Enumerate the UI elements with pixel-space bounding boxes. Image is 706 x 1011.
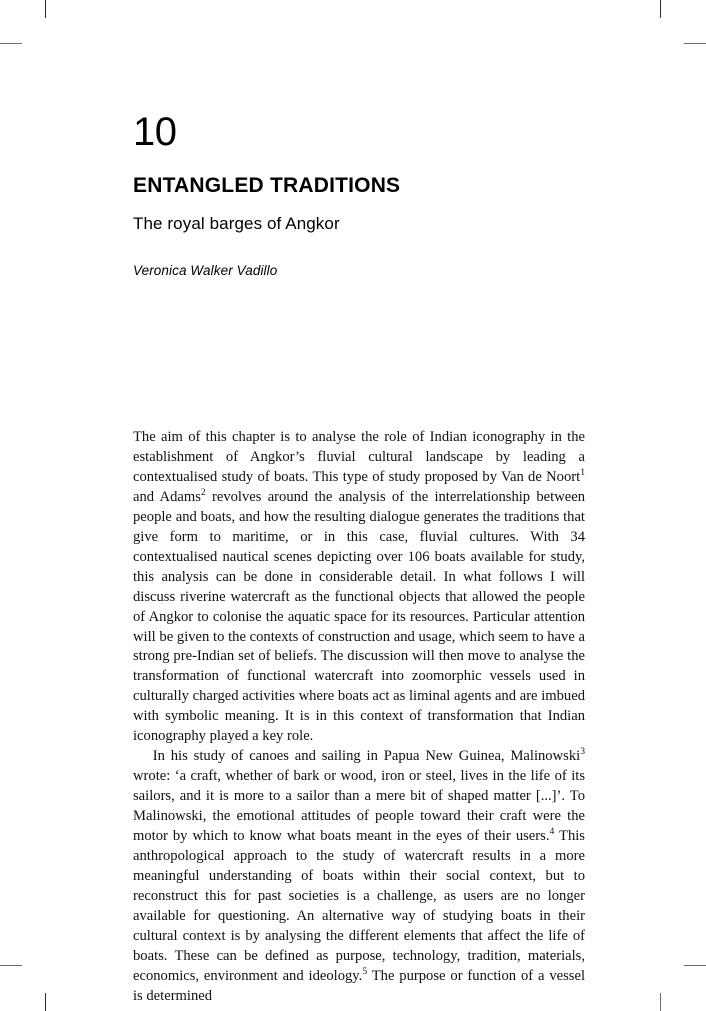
crop-mark-top-right-vertical [660,0,661,18]
chapter-subtitle: The royal barges of Angkor [133,214,340,234]
paragraph-2 [133,747,585,1006]
paragraph-2-text-part-3: This anthropological approach to the study of watercraft results in a more meaningful understanding of boats within their social context, but to reconstruct this for past societies is a challenge, as users are no longer available for questioning. An alternative way of studying boats in their cultural context is by analysing the different elements that affect the life of boats. These can be defined as purpose, technology, tradition, materials, economics, environment and ideology. [133,828,585,984]
chapter-title: ENTANGLED TRADITIONS [133,174,401,197]
paragraph-1-text-part-1: The aim of this chapter is to analyse the role of Indian iconography in the establishment of Angkor’s fluvial cultural landscape by leading a contextualised study of boats. This type of study proposed by Van de Noort [133,429,585,485]
footnote-marker-2: 2 [200,487,206,498]
chapter-heading-block [133,112,585,280]
paragraph-1-text-part-3: revolves around the analysis of the interrelationship between people and boats, and how the resulting dialogue generates the traditions that give form to maritime, or in this case, fluvial cultures. With 34 contextualised nautical scenes depicting over 106 boats available for study, this analysis can be done in considerable detail. In what follows I will discuss riverine watercraft as the functional objects that allowed the people of Angkor to colonise the aquatic space for its resources. Particular attention will be given to the contexts of construction and usage, which seem to have a strong pre-Indian set of beliefs. The discussion will then move to analyse the transformation of functional watercraft into zoomorphic vessels used in culturally charged activities where boats act as liminal agents and are imbued with symbolic meaning. It is in this context of transformation that Indian iconography played a key role. [133,488,585,745]
crop-mark-top-left-vertical [45,0,46,18]
crop-mark-bottom-left-vertical [45,993,46,1011]
footnote-marker-5: 5 [362,965,368,977]
crop-mark-top-left-horizontal [0,43,22,44]
footnote-marker-4: 4 [549,826,555,838]
body-copy [133,428,585,1007]
paragraph-2-text-part-1: In his study of canoes and sailing in Papua New Guinea, Malinowski [152,748,581,765]
crop-mark-top-right-horizontal [684,43,706,44]
paragraph-1-text-part-2: and Adams [133,488,201,505]
crop-mark-bottom-right-horizontal [684,965,706,966]
crop-mark-bottom-left-horizontal [0,965,22,966]
paragraph-2-text-part-2: wrote: ‘a craft, whether of bark or wood, iron or steel, lives in the life of its sailors, and it is more to a sailor than a mere bit of shaped matter [...]’. To Malinowski, the emotional attitudes of people toward their craft were the motor by which to know what boats meant in the eyes of their users. [133,768,585,845]
paragraph-1 [133,428,585,747]
crop-mark-bottom-right-vertical [660,993,661,1011]
chapter-number: 10 [133,110,177,154]
chapter-author: Veronica Walker Vadillo [133,263,278,279]
footnote-marker-3: 3 [580,746,585,758]
paragraph-2-text-part-4: The purpose or function of a vessel is determined [133,967,586,1004]
footnote-marker-1: 1 [580,467,585,479]
